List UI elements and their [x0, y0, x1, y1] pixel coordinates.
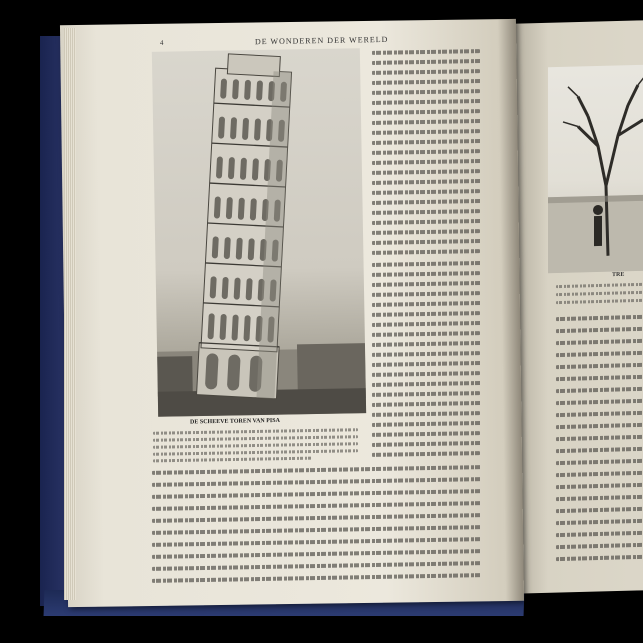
tower-illustration [152, 48, 366, 417]
running-head: DE WONDEREN DER WERELD [254, 34, 389, 47]
right-page-photo [548, 65, 643, 274]
page-edges [64, 28, 76, 600]
photo-caption: DE SCHEEVE TOREN VAN PISA [189, 417, 280, 426]
leaning-tower-photo [152, 48, 366, 417]
tree-illustration [548, 65, 643, 274]
page-number: 4 [159, 38, 164, 47]
right-page-caption: TRE [612, 271, 625, 279]
